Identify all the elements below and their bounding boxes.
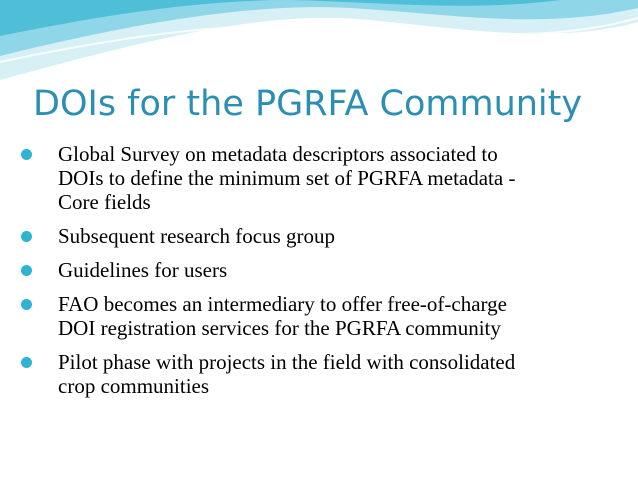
bullet-list (20, 142, 620, 408)
bullet-item (20, 258, 620, 282)
bullet-line: DOIs to define the minimum set of PGRFA metadata - (58, 166, 516, 190)
bullet-dot-icon (21, 149, 32, 160)
bullet-line: DOI registration services for the PGRFA community (58, 316, 501, 340)
bullet-line: Pilot phase with projects in the field with consolidated (58, 350, 516, 374)
header-wave-decoration (0, 0, 638, 80)
bullet-item (20, 142, 620, 214)
bullet-item (20, 292, 620, 340)
bullet-dot-icon (21, 299, 32, 310)
bullet-line: Global Survey on metadata descriptors associated to (58, 142, 498, 166)
bullet-dot-icon (21, 357, 32, 368)
bullet-item (20, 350, 620, 398)
bullet-line: crop communities (58, 374, 210, 398)
bullet-dot-icon (21, 265, 32, 276)
bullet-item (20, 224, 620, 248)
bullet-line: Core fields (58, 190, 151, 214)
bullet-dot-icon (21, 231, 32, 242)
bullet-line: Guidelines for users (58, 258, 228, 282)
slide-title: DOIs for the PGRFA Community (33, 84, 583, 124)
bullet-line: FAO becomes an intermediary to offer free-of-charge (58, 292, 507, 316)
bullet-line: Subsequent research focus group (58, 224, 335, 248)
